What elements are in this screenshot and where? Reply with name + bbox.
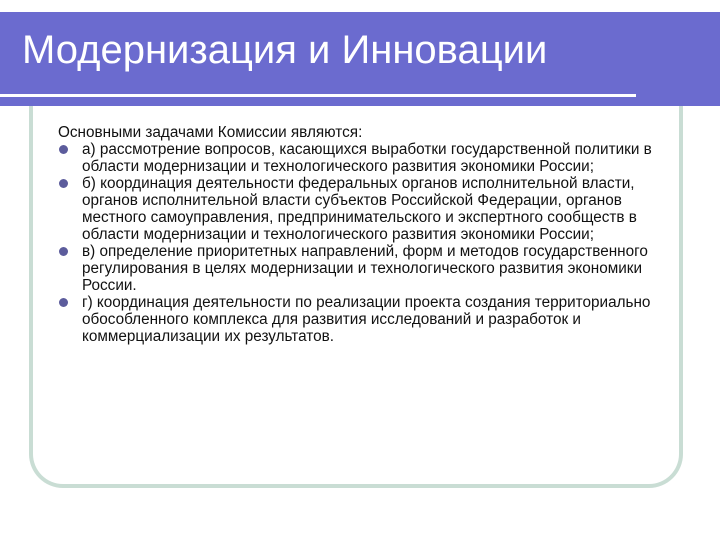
list-item xyxy=(58,243,670,294)
list-item xyxy=(58,141,670,175)
intro-text: Основными задачами Комиссии являются: xyxy=(58,124,363,141)
bullet-list xyxy=(58,141,670,345)
bullet-dot-icon xyxy=(59,145,68,154)
bullet-text: б) координация деятельности федеральных органов исполнительной власти, органов исполнительной власти субъектов Российской Федерации, органов местного самоуправления, предпринимательского и экспертного сообществ в области модернизации и технологического развития экономики России; xyxy=(82,175,637,243)
title-underline xyxy=(0,94,636,97)
bullet-text: а) рассмотрение вопросов, касающихся выработки государственной политики в области модернизации и технологического развития экономики России; xyxy=(82,141,652,175)
list-item xyxy=(58,294,670,345)
bullet-text: г) координация деятельности по реализации проекта создания территориально обособленного комплекса для развития исследований и разработок и коммерциализации их результатов. xyxy=(82,294,651,345)
bullet-text: в) определение приоритетных направлений, форм и методов государственного регулирования в целях модернизации и технологического развития экономики России. xyxy=(82,243,648,294)
slide-body xyxy=(58,124,670,345)
list-item xyxy=(58,175,670,243)
title-bar-cap xyxy=(676,12,720,106)
bullet-dot-icon xyxy=(59,298,68,307)
bullet-dot-icon xyxy=(59,247,68,256)
bullet-dot-icon xyxy=(59,179,68,188)
slide-title: Модернизация и Инновации xyxy=(22,28,548,72)
